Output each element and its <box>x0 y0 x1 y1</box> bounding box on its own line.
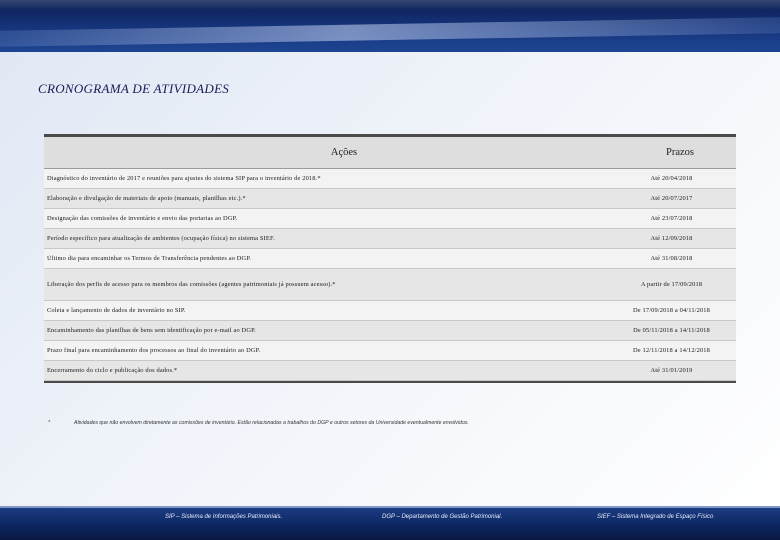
row-prazo: Até 12/09/2018 <box>650 235 693 242</box>
row-acao: Último dia para encaminhar os Termos de Transferência pendentes ao DGP. <box>47 255 252 262</box>
row-prazo: Até 31/01/2019 <box>650 367 693 374</box>
footer-sief: SIEF – Sistema Integrado de Espaço Físico <box>597 514 714 520</box>
row-prazo: Até 23/07/2018 <box>650 215 693 222</box>
footer-sip: SIP – Sistema de Informações Patrimoniais. <box>165 514 283 520</box>
footnote-marker: * <box>48 420 51 426</box>
row-acao: Prazo final para encaminhamento dos processos ao final do inventário ao DGP. <box>47 347 261 354</box>
header-banner <box>0 0 780 52</box>
row-acao: Período específico para atualização de ambientes (ocupação física) no sistema SIEF. <box>47 235 275 242</box>
row-acao: Coleta e lançamento de dados de inventário no SIP. <box>47 307 186 314</box>
row-acao: Encaminhamento das planilhas de bens sem identificação por e-mail ao DGP. <box>47 327 256 334</box>
row-prazo: Até 31/08/2018 <box>650 255 693 262</box>
footer-dgp: DGP – Departamento de Gestão Patrimonial. <box>382 514 503 520</box>
row-prazo: Até 20/04/2018 <box>650 175 693 182</box>
table-header <box>44 137 736 169</box>
header-prazos: Prazos <box>666 147 694 158</box>
table-row <box>44 301 736 321</box>
header-stripe <box>0 16 780 47</box>
header-acoes: Ações <box>330 147 358 158</box>
row-acao: Elaboração e divulgação de materiais de apoio (manuais, planilhas etc.).* <box>47 195 246 202</box>
row-prazo: De 05/11/2018 a 14/11/2018 <box>633 327 710 334</box>
row-acao: Encerramento do ciclo e publicação dos dados.* <box>47 367 178 374</box>
row-prazo: De 17/09/2018 a 04/11/2018 <box>633 307 710 314</box>
schedule-table <box>44 134 736 383</box>
table-row <box>44 209 736 229</box>
table-row <box>44 189 736 209</box>
row-acao: Liberação dos perfis de acesso para os membros das comissões (agentes patrimoniais já possuem acesso).* <box>47 281 336 288</box>
row-prazo: De 12/11/2018 a 14/12/2018 <box>633 347 710 354</box>
footnote <box>48 420 748 426</box>
row-acao: Diagnóstico do inventário de 2017 e reuniões para ajustes do sistema SIP para o inventário de 2018.* <box>47 175 321 182</box>
table-row <box>44 321 736 341</box>
footer-banner <box>0 506 780 540</box>
page-title: CRONOGRAMA DE ATIVIDADES <box>38 81 230 96</box>
header-shine <box>0 0 780 10</box>
table-row <box>44 249 736 269</box>
table-row <box>44 341 736 361</box>
table-row <box>44 361 736 381</box>
table-row <box>44 229 736 249</box>
table-row <box>44 169 736 189</box>
row-acao: Designação das comissões de inventário e envio das portarias ao DGP. <box>47 215 238 222</box>
footnote-text: Atividades que não envolvem diretamente as comissões de inventário. Estão relacionadas a trabalhos do DGP e outros setores da Universidade eventualmente envolvidos. <box>74 420 469 426</box>
footer-divider <box>0 506 780 508</box>
row-prazo: Até 20/07/2017 <box>650 195 693 202</box>
row-prazo: A partir de 17/09/2018 <box>640 281 703 288</box>
table-row <box>44 269 736 301</box>
